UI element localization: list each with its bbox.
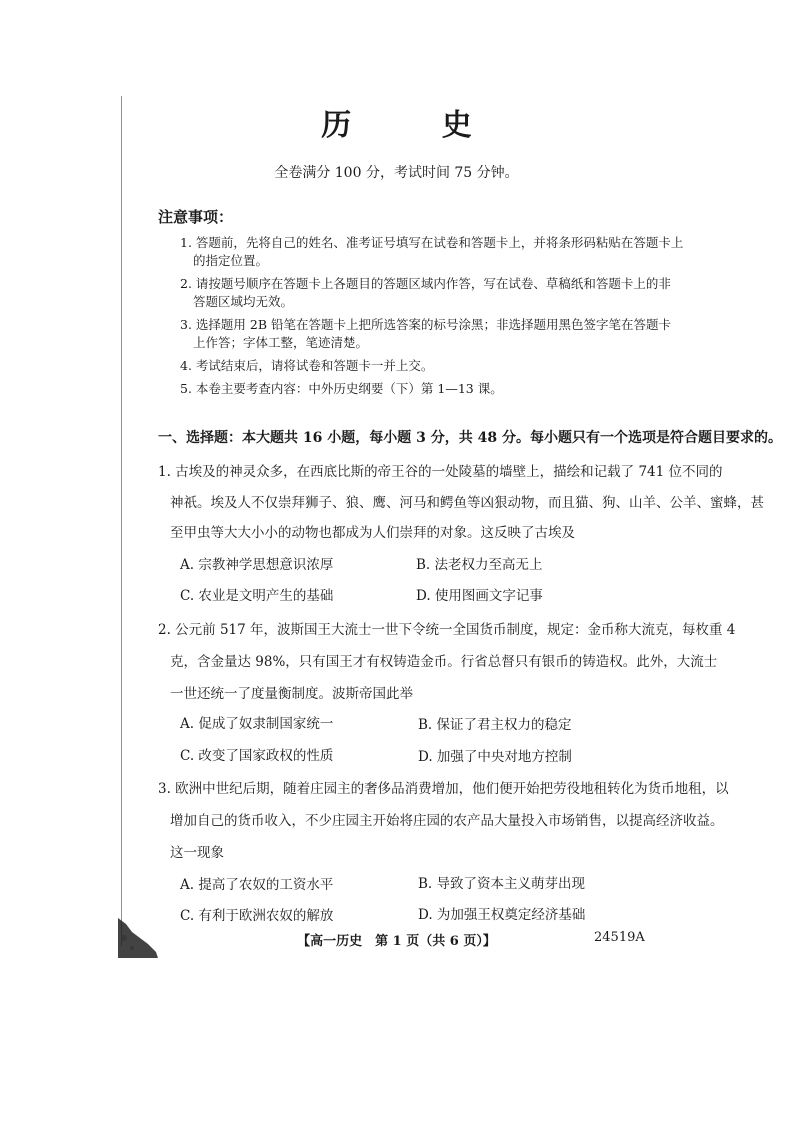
option-c: C. 改变了国家政权的性质 [180,748,334,764]
notice-line: 4. 考试结束后，请将试卷和答题卡一并上交。 [180,358,434,373]
notice-line: 2. 请按题号顺序在答题卡上各题目的答题区域内作答，写在试卷、草稿纸和答题卡上的非 [180,276,671,291]
exam-info: 全卷满分 100 分，考试时间 75 分钟。 [274,165,519,181]
option-d: D. 加强了中央对地方控制 [418,749,572,765]
notice-line: 的指定位置。 [193,253,269,268]
option-a: A. 促成了奴隶制国家统一 [180,716,334,732]
notice-line: 上作答；字体工整，笔迹清楚。 [193,335,369,350]
scan-edge-line [121,96,122,946]
option-b: B. 保证了君主权力的稳定 [418,717,572,733]
question-text: 这一现象 [170,845,224,861]
question-text: 至甲虫等大大小小的动物也都成为人们崇拜的对象。这反映了古埃及 [170,525,575,541]
question-text: 1. 古埃及的神灵众多，在西底比斯的帝王谷的一处陵墓的墙壁上，描绘和记载了 741 位不同的 [158,464,723,480]
question-text: 神祇。埃及人不仅崇拜狮子、狼、鹰、河马和鳄鱼等凶狠动物，而且猫、狗、山羊、公羊、蜜蜂，甚 [170,495,764,511]
section-heading: 一、选择题：本大题共 16 小题，每小题 3 分，共 48 分。每小题只有一个选项是符合题目要求的。 [158,430,782,446]
question-text: 一世还统一了度量衡制度。波斯帝国此举 [170,686,413,702]
option-a: A. 提高了农奴的工资水平 [180,877,334,893]
notice-heading: 注意事项： [158,208,234,226]
option-d: D. 使用图画文字记事 [416,588,543,604]
option-a: A. 宗教神学思想意识浓厚 [180,557,334,573]
option-d: D. 为加强王权奠定经济基础 [418,907,586,923]
question-text: 3. 欧洲中世纪后期，随着庄园主的奢侈品消费增加，他们便开始把劳役地租转化为货币地租，以 [158,781,729,797]
question-text: 克，含金量达 98%，只有国王才有权铸造金币。行省总督只有银币的铸造权。此外，大流士 [170,654,718,670]
exam-code: 24519A [594,930,645,945]
notice-line: 答题区域均无效。 [193,294,294,309]
notice-line: 1. 答题前，先将自己的姓名、准考证号填写在试卷和答题卡上，并将条形码粘贴在答题卡上 [180,235,684,250]
option-b: B. 法老权力至高无上 [416,557,543,573]
option-b: B. 导致了资本主义萌芽出现 [418,876,586,892]
option-c: C. 有利于欧洲农奴的解放 [180,908,334,924]
scan-smudge [118,918,158,958]
notice-line: 3. 选择题用 2B 铅笔在答题卡上把所选答案的标号涂黑；非选择题用黑色签字笔在答题卡 [180,317,671,332]
page-title: 历 史 [321,108,512,143]
option-c: C. 农业是文明产生的基础 [180,588,334,604]
question-text: 2. 公元前 517 年，波斯国王大流士一世下令统一全国货币制度，规定：金币称大流克，每枚重 4 [158,622,736,638]
notice-line: 5. 本卷主要考查内容：中外历史纲要（下）第 1—13 课。 [180,381,503,396]
page-footer: 【高一历史 第 1 页（共 6 页）】 [297,934,496,949]
question-text: 增加自己的货币收入，不少庄园主开始将庄园的农产品大量投入市场销售，以提高经济收益。 [170,813,724,829]
